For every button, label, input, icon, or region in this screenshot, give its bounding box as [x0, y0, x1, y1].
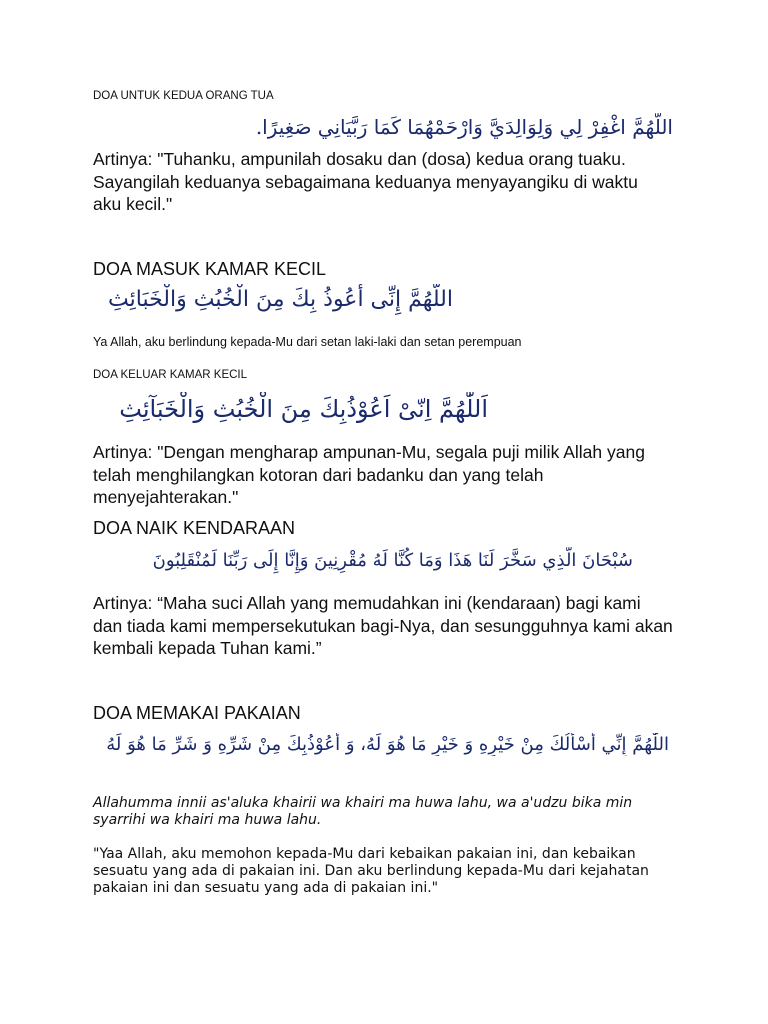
arabic-prayer-enter-restroom: اللَّهُمَّ إِنِّى أَعُوذُ بِكَ مِنَ الْخُبُثِ وَالْخَبَائِثِ [108, 287, 453, 312]
section-title-vehicle: DOA NAIK KENDARAAN [93, 518, 296, 538]
arabic-prayer-clothing: اللّٰهُمَّ إِنِّي أَسْأَلُكَ مِنْ خَيْرِهِ وَ خَيْرِ مَا هُوَ لَهُ، وَ أَعُوْذُبِكَ مِنْ شَرِّهِ وَ شَرِّ مَا هُوَ لَهُ [106, 734, 669, 755]
section-title-exit-restroom: DOA KELUAR KAMAR KECIL [93, 369, 248, 381]
arabic-prayer-vehicle: سُبْحَانَ الَّذِي سَخَّرَ لَنَا هَذَا وَمَا كُنَّا لَهُ مُقْرِنِينَ وَإِنَّا إِلَى رَبِّنَا لَمُنْقَلِبُونَ [152, 550, 633, 571]
arabic-prayer-exit-restroom: اَللّٰهُمَّ اِنّىْ اَعُوْذُبِكَ مِنَ الْخُبُثِ وَالْخَبَآئِثِ [119, 395, 488, 423]
arabic-prayer-parents: اللَّهُمَّ اغْفِرْ لِي وَلِوَالِدَيَّ وَارْحَمْهُمَا كَمَا رَبَّيَانِي صَغِيرًا. [255, 115, 673, 139]
translation-enter-restroom: Ya Allah, aku berlindung kepada-Mu dari setan laki-laki dan setan perempuan [93, 335, 522, 349]
transliteration-clothing: Allahumma innii as'aluka khairii wa khairi ma huwa lahu, wa a'udzu bika min syarrihi wa khairi ma huwa lahu. [93, 795, 633, 828]
translation-clothing: "Yaa Allah, aku memohon kepada-Mu dari kebaikan pakaian ini, dan kebaikan sesuatu yang ada di pakaian ini. Dan aku berlindung kepada-Mu dari kejahatan pakaian ini dan sesuatu yang ada di pakaian ini." [93, 846, 649, 896]
translation-exit-restroom: Artinya: "Dengan mengharap ampunan-Mu, segala puji milik Allah yang telah menghilangkan kotoran dari badanku dan yang telah menyejahterakan." [93, 442, 645, 507]
section-title-clothing: DOA MEMAKAI PAKAIAN [93, 703, 301, 723]
section-title-enter-restroom: DOA MASUK KAMAR KECIL [93, 259, 327, 279]
translation-parents: Artinya: "Tuhanku, ampunilah dosaku dan (dosa) kedua orang tuaku. Sayangilah keduanya sebagaimana keduanya menyayangiku di waktu aku kecil." [93, 149, 638, 214]
section-title-parents: DOA UNTUK KEDUA ORANG TUA [93, 90, 274, 102]
translation-vehicle: Artinya: “Maha suci Allah yang memudahkan ini (kendaraan) bagi kami dan tiada kami mempersekutukan bagi-Nya, dan sesungguhnya kami akan kembali kepada Tuhan kami.” [93, 593, 673, 658]
